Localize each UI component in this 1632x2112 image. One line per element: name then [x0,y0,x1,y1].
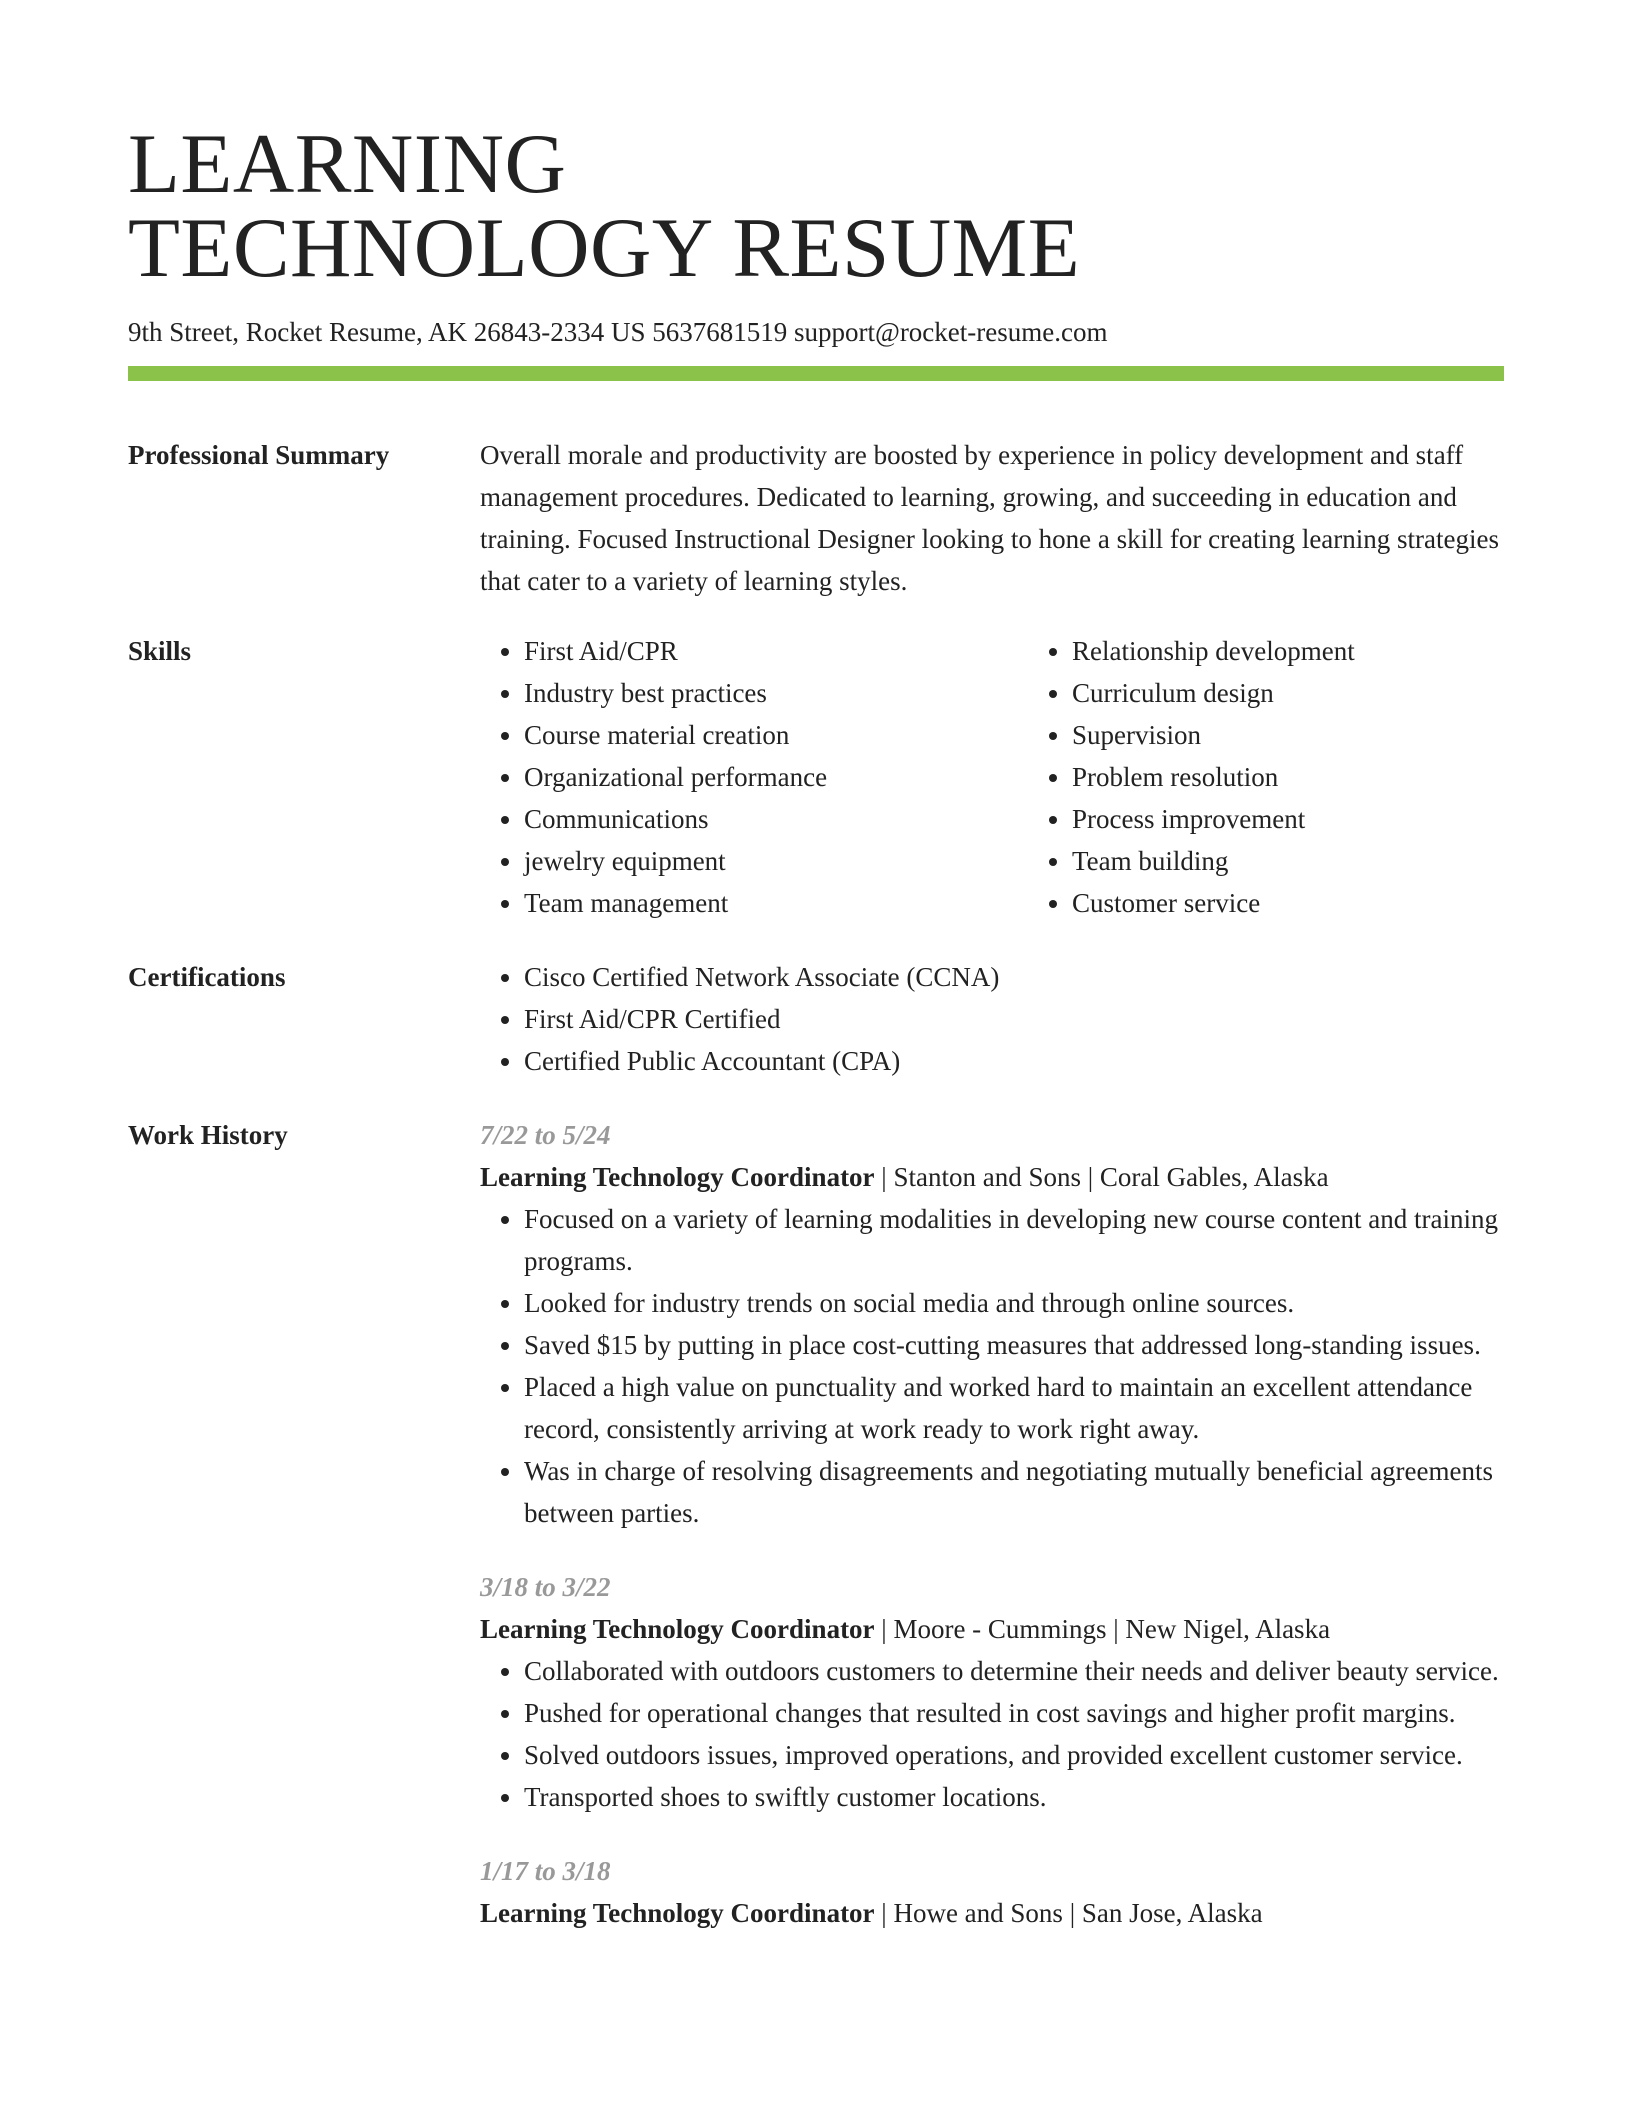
section-label: Skills [128,636,192,666]
job-bullet: • Solved outdoors issues, improved operations, and provided excellent customer service. [524,1734,1504,1776]
job-bullet: • Was in charge of resolving disagreements and negotiating mutually beneficial agreements between parties. [524,1450,1504,1534]
skill-item: • Relationship development [1072,630,1576,672]
certification-item: • First Aid/CPR Certified [524,998,1504,1040]
skill-item: • Curriculum design [1072,672,1576,714]
job-heading [480,1892,1504,1934]
job-bullet: • Collaborated with outdoors customers to determine their needs and deliver beauty service. [524,1650,1504,1692]
job-dates: 7/22 to 5/24 [480,1120,611,1150]
job-heading [480,1156,1504,1198]
job-bullet: • Saved $15 by putting in place cost-cutting measures that addressed long-standing issues. [524,1324,1504,1366]
accent-divider [128,366,1504,381]
job-title: Learning Technology Coordinator [480,1614,875,1644]
skill-item: • jewelry equipment [524,840,1028,882]
resume-title [128,117,1504,295]
skills-grid [480,630,1576,924]
resume-sections [128,434,1504,1966]
job-entry [480,1566,1504,1818]
section-professional-summary [128,434,1504,602]
skill-item: • Industry best practices [524,672,1028,714]
section-certifications [128,956,1504,1082]
job-entry [480,1850,1504,1934]
job-bullet: • Placed a high value on punctuality and worked hard to maintain an excellent attendance record, consistently arriving at work ready to work right away. [524,1366,1504,1450]
job-title: Learning Technology Coordinator [480,1898,875,1928]
resume-header [128,117,1504,381]
job-heading [480,1608,1504,1650]
job-dates: 1/17 to 3/18 [480,1856,611,1886]
skills-column-1 [480,630,1028,924]
certifications-list [480,956,1504,1082]
skill-item: • First Aid/CPR [524,630,1028,672]
section-label: Work History [128,1120,288,1150]
job-dates: 3/18 to 3/22 [480,1572,611,1602]
skill-item: • Communications [524,798,1028,840]
section-body [480,1114,1504,1966]
title-line-1: LEARNING [128,117,567,211]
job-bullet: • Transported shoes to swiftly customer locations. [524,1776,1504,1818]
job-title: Learning Technology Coordinator [480,1162,875,1192]
job-entry [480,1114,1504,1534]
job-bullet: • Focused on a variety of learning modalities in developing new course content and training programs. [524,1198,1504,1282]
job-details: | Stanton and Sons | Coral Gables, Alaska [874,1162,1329,1192]
skill-item: • Process improvement [1072,798,1576,840]
title-line-2: TECHNOLOGY RESUME [128,201,1081,295]
job-bullets [480,1198,1504,1534]
job-details: | Moore - Cummings | New Nigel, Alaska [874,1614,1331,1644]
skill-item: • Team building [1072,840,1576,882]
job-bullets [480,1650,1504,1818]
section-work-history [128,1114,1504,1966]
skill-item: • Team management [524,882,1028,924]
section-label: Certifications [128,962,286,992]
certification-item: • Certified Public Accountant (CPA) [524,1040,1504,1082]
job-bullet: • Pushed for operational changes that resulted in cost savings and higher profit margins. [524,1692,1504,1734]
skill-item: • Course material creation [524,714,1028,756]
skill-item: • Problem resolution [1072,756,1576,798]
job-details: | Howe and Sons | San Jose, Alaska [874,1898,1263,1928]
section-label: Professional Summary [128,440,390,470]
skill-item: • Organizational performance [524,756,1028,798]
skill-item: • Customer service [1072,882,1576,924]
skill-item: • Supervision [1072,714,1576,756]
section-skills [128,630,1504,924]
contact-line: 9th Street, Rocket Resume, AK 26843-2334 US 5637681519 support@rocket-resume.com [128,317,1108,347]
section-body [480,956,1504,1082]
certification-item: • Cisco Certified Network Associate (CCNA) [524,956,1504,998]
job-bullet: • Looked for industry trends on social media and through online sources. [524,1282,1504,1324]
skills-column-2 [1028,630,1576,924]
summary-text: Overall morale and productivity are boosted by experience in policy development and staff management procedures. Dedicated to learning, growing, and succeeding in education and training. Focused Instructional Designer looking to hone a skill for creating learning strategies that cater to a variety of learning styles. [480,440,1499,596]
section-body [480,434,1504,602]
